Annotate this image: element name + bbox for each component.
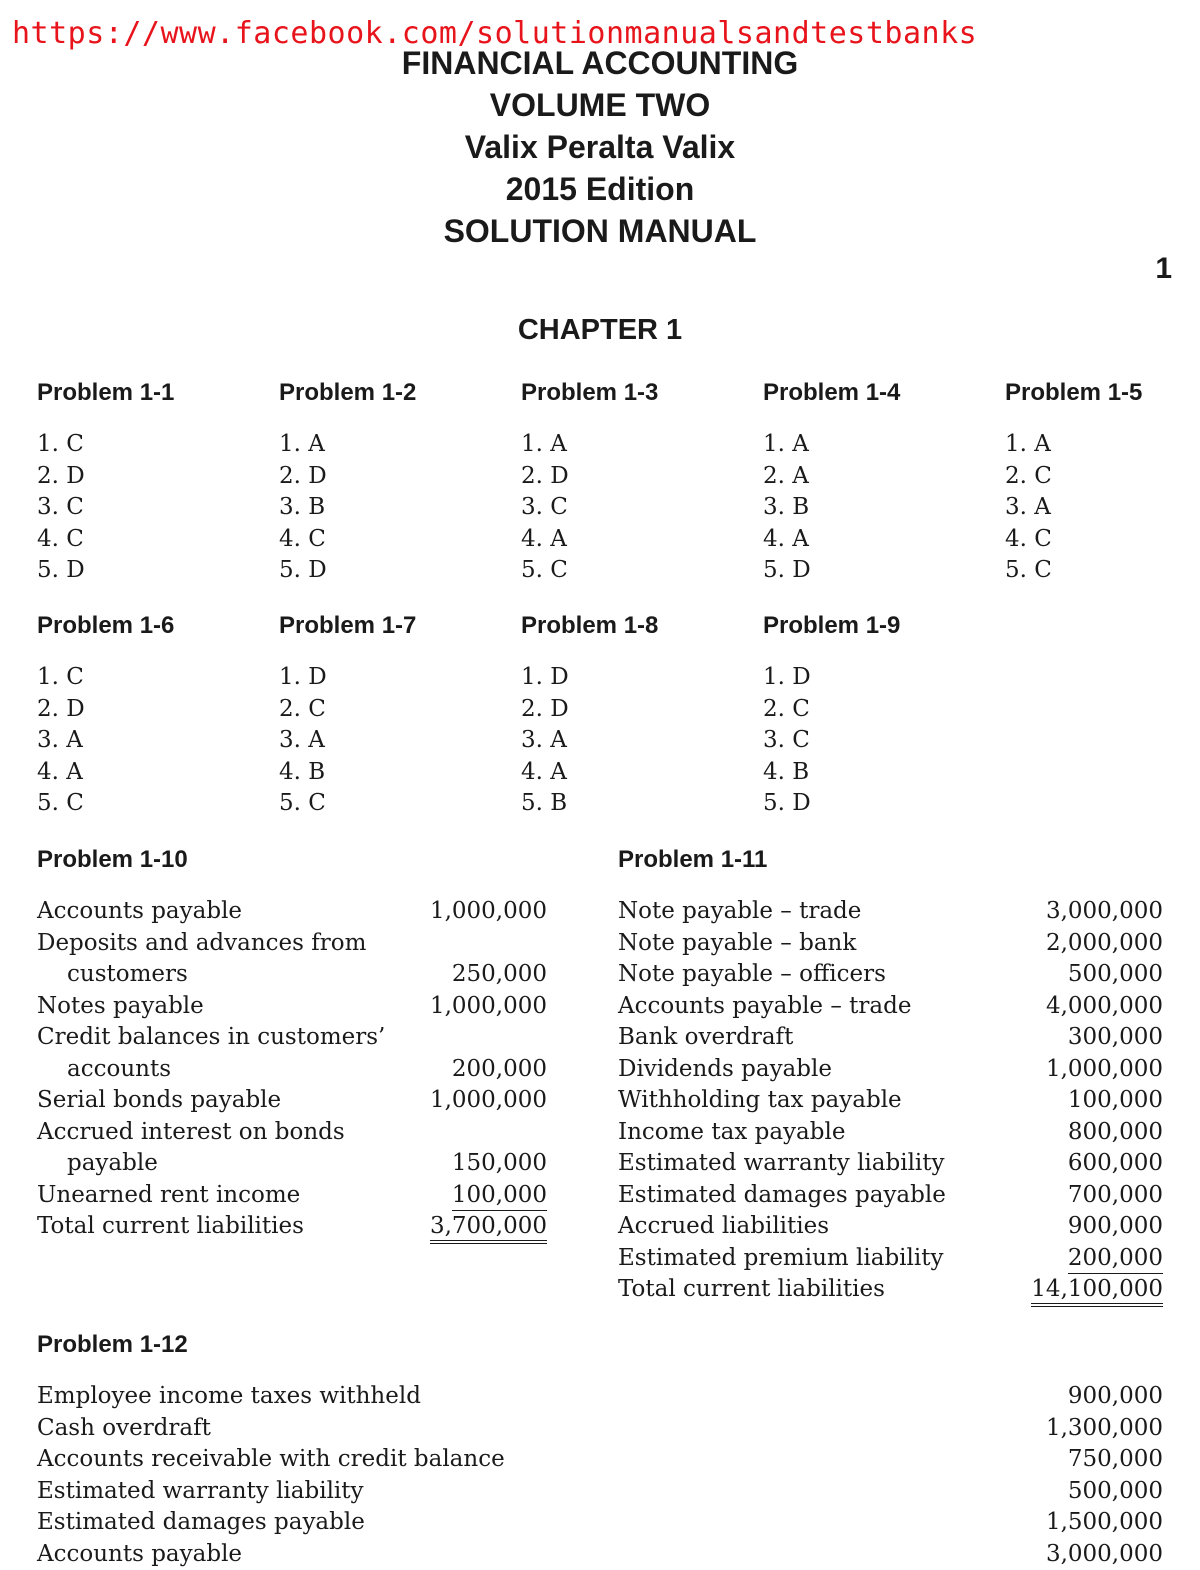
problem-1-11 — [618, 845, 1163, 1306]
title-line: FINANCIAL ACCOUNTING — [0, 42, 1200, 84]
problem-heading: Problem 1-6 — [37, 611, 277, 641]
answer-item: 5. D — [279, 555, 519, 587]
ledger-row — [618, 959, 1163, 991]
amount-cell — [452, 1054, 547, 1086]
line-item-amount: 250,000 — [452, 961, 547, 987]
line-item-label: Serial bonds payable — [37, 1085, 281, 1117]
answer-item: 5. C — [279, 788, 519, 820]
answer-item: 4. C — [1005, 524, 1200, 556]
amount-cell — [430, 896, 547, 928]
ledger-row — [618, 1148, 1163, 1180]
ledger-row — [37, 959, 547, 991]
problem-heading: Problem 1-1 — [37, 378, 277, 408]
line-item-amount: 1,000,000 — [430, 993, 547, 1019]
amount-cell — [1046, 1054, 1163, 1086]
answer-item: 3. A — [521, 725, 761, 757]
document-title — [0, 42, 1200, 252]
liability-list — [37, 1381, 1163, 1570]
answer-item: 3. A — [279, 725, 519, 757]
ledger-row — [37, 1180, 547, 1212]
answer-item: 3. A — [37, 725, 277, 757]
answer-list — [521, 662, 761, 820]
liability-list — [37, 896, 547, 1243]
problem-column — [279, 378, 519, 587]
problem-column — [763, 378, 1003, 587]
answer-item: 4. B — [279, 757, 519, 789]
line-item-amount: 1,000,000 — [430, 898, 547, 924]
amount-cell — [1046, 1507, 1163, 1539]
line-item-amount: 1,000,000 — [1046, 1056, 1163, 1082]
line-item-label: Accounts receivable with credit balance — [37, 1444, 505, 1476]
answer-list — [521, 429, 761, 587]
watermark-url: https://www.facebook.com/solutionmanualsandtestbanks — [12, 16, 977, 51]
line-item-label: Accounts payable – trade — [618, 991, 911, 1023]
ledger-row — [618, 896, 1163, 928]
ledger-row — [618, 1054, 1163, 1086]
line-item-amount: 200,000 — [1068, 1244, 1163, 1274]
amount-cell — [430, 1211, 547, 1244]
line-item-amount: 200,000 — [452, 1056, 547, 1082]
answer-list — [37, 429, 277, 587]
line-item-amount: 500,000 — [1068, 961, 1163, 987]
liability-list — [618, 896, 1163, 1306]
problem-heading: Problem 1-7 — [279, 611, 519, 641]
answer-item: 2. D — [37, 461, 277, 493]
ledger-row — [37, 1148, 547, 1180]
line-item-amount: 2,000,000 — [1046, 930, 1163, 956]
line-item-label: Total current liabilities — [37, 1211, 304, 1243]
answer-item: 3. B — [279, 492, 519, 524]
line-item-amount: 300,000 — [1068, 1024, 1163, 1050]
ledger-row — [618, 1243, 1163, 1275]
answer-item: 1. C — [37, 662, 277, 694]
chapter-heading: CHAPTER 1 — [0, 314, 1200, 347]
ledger-row — [37, 1022, 547, 1054]
problem-1-12 — [37, 1330, 1163, 1570]
amount-cell — [452, 959, 547, 991]
answer-item: 3. C — [763, 725, 1003, 757]
answer-item: 4. A — [521, 757, 761, 789]
problem-heading: Problem 1-11 — [618, 845, 1163, 875]
ledger-row — [37, 1211, 547, 1243]
total-amount: 14,100,000 — [1031, 1275, 1163, 1307]
answer-item: 1. A — [1005, 429, 1200, 461]
line-item-label: Note payable – bank — [618, 928, 856, 960]
answer-item: 2. D — [279, 461, 519, 493]
amount-cell — [1068, 1180, 1163, 1212]
line-item-label: Estimated damages payable — [37, 1507, 365, 1539]
amount-cell — [1068, 1022, 1163, 1054]
line-item-label: Note payable – trade — [618, 896, 861, 928]
line-item-label: accounts — [67, 1054, 171, 1086]
line-item-amount: 600,000 — [1068, 1150, 1163, 1176]
line-item-label: Estimated damages payable — [618, 1180, 946, 1212]
answer-item: 2. D — [37, 694, 277, 726]
title-line: 2015 Edition — [0, 168, 1200, 210]
amount-cell — [1068, 1381, 1163, 1413]
answer-item: 5. D — [763, 555, 1003, 587]
ledger-row — [618, 1117, 1163, 1149]
line-item-amount: 3,000,000 — [1046, 898, 1163, 924]
answer-item: 5. C — [1005, 555, 1200, 587]
amount-cell — [1068, 1117, 1163, 1149]
line-item-label: Accrued interest on bonds — [37, 1117, 345, 1149]
answer-item: 4. A — [763, 524, 1003, 556]
line-item-label: Bank overdraft — [618, 1022, 793, 1054]
line-item-amount: 100,000 — [452, 1181, 547, 1211]
ledger-row — [37, 1476, 1163, 1508]
title-line: Valix Peralta Valix — [0, 126, 1200, 168]
line-item-amount: 1,300,000 — [1046, 1415, 1163, 1441]
ledger-row — [618, 1211, 1163, 1243]
amount-cell — [1046, 991, 1163, 1023]
line-item-amount: 900,000 — [1068, 1213, 1163, 1239]
amount-cell — [1046, 896, 1163, 928]
amount-cell — [1068, 1444, 1163, 1476]
amount-cell — [452, 1148, 547, 1180]
ledger-row — [618, 991, 1163, 1023]
line-item-label: Accounts payable — [37, 1539, 242, 1570]
problem-column — [1005, 378, 1200, 587]
line-item-label: Withholding tax payable — [618, 1085, 902, 1117]
amount-cell — [1046, 928, 1163, 960]
amount-cell — [1068, 1085, 1163, 1117]
line-item-amount: 750,000 — [1068, 1446, 1163, 1472]
answer-item: 1. D — [521, 662, 761, 694]
line-item-amount: 500,000 — [1068, 1478, 1163, 1504]
ledger-row — [37, 1085, 547, 1117]
ledger-row — [37, 1381, 1163, 1413]
answer-item: 3. B — [763, 492, 1003, 524]
ledger-row — [37, 1054, 547, 1086]
ledger-row — [618, 928, 1163, 960]
answer-item: 3. A — [1005, 492, 1200, 524]
ledger-row — [37, 991, 547, 1023]
answer-list — [37, 662, 277, 820]
line-item-label: Note payable – officers — [618, 959, 886, 991]
line-item-label: Dividends payable — [618, 1054, 832, 1086]
problem-column — [521, 611, 761, 820]
line-item-amount: 3,000,000 — [1046, 1541, 1163, 1567]
line-item-label: customers — [67, 959, 188, 991]
answer-item: 3. C — [521, 492, 761, 524]
line-item-amount: 700,000 — [1068, 1182, 1163, 1208]
amount-cell — [1046, 1539, 1163, 1570]
answer-item: 1. C — [37, 429, 277, 461]
ledger-row — [37, 1539, 1163, 1570]
answer-item: 4. B — [763, 757, 1003, 789]
answer-item: 3. C — [37, 492, 277, 524]
answer-item: 2. C — [279, 694, 519, 726]
problem-heading: Problem 1-2 — [279, 378, 519, 408]
amount-cell — [1068, 959, 1163, 991]
amount-cell — [1068, 1148, 1163, 1180]
line-item-label: Accounts payable — [37, 896, 242, 928]
problem-heading: Problem 1-10 — [37, 845, 547, 875]
amount-cell — [452, 1180, 547, 1212]
amount-cell — [430, 991, 547, 1023]
amount-cell — [1046, 1413, 1163, 1445]
line-item-label: Cash overdraft — [37, 1413, 211, 1445]
line-item-label: Credit balances in customers’ — [37, 1022, 385, 1054]
ledger-row — [37, 1507, 1163, 1539]
line-item-amount: 100,000 — [1068, 1087, 1163, 1113]
ledger-row — [618, 1085, 1163, 1117]
answer-item: 4. C — [37, 524, 277, 556]
problem-heading: Problem 1-9 — [763, 611, 1003, 641]
answer-item: 5. C — [37, 788, 277, 820]
amount-cell — [1068, 1476, 1163, 1508]
amount-cell — [1031, 1274, 1163, 1307]
answer-item: 5. B — [521, 788, 761, 820]
ledger-row — [618, 1022, 1163, 1054]
answer-item: 2. D — [521, 461, 761, 493]
ledger-row — [37, 896, 547, 928]
problem-heading: Problem 1-5 — [1005, 378, 1200, 408]
answer-item: 1. A — [521, 429, 761, 461]
answer-item: 4. A — [37, 757, 277, 789]
answer-item: 4. C — [279, 524, 519, 556]
ledger-row — [618, 1274, 1163, 1306]
problem-column — [763, 611, 1003, 820]
line-item-label: Employee income taxes withheld — [37, 1381, 421, 1413]
answer-item: 1. A — [763, 429, 1003, 461]
problem-heading: Problem 1-4 — [763, 378, 1003, 408]
problem-column — [37, 378, 277, 587]
answer-item: 1. D — [763, 662, 1003, 694]
ledger-row — [37, 1413, 1163, 1445]
ledger-row — [37, 1444, 1163, 1476]
amount-cell — [430, 1085, 547, 1117]
line-item-amount: 150,000 — [452, 1150, 547, 1176]
line-item-label: Accrued liabilities — [618, 1211, 829, 1243]
amount-cell — [1068, 1243, 1163, 1275]
problem-column — [37, 611, 277, 820]
problem-heading: Problem 1-3 — [521, 378, 761, 408]
answer-list — [763, 429, 1003, 587]
ledger-row — [618, 1180, 1163, 1212]
amount-cell — [1068, 1211, 1163, 1243]
title-line: VOLUME TWO — [0, 84, 1200, 126]
answer-item: 5. D — [37, 555, 277, 587]
answer-item: 2. A — [763, 461, 1003, 493]
answer-item: 1. A — [279, 429, 519, 461]
answer-list — [763, 662, 1003, 820]
ledger-row — [37, 928, 547, 960]
line-item-label: Total current liabilities — [618, 1274, 885, 1306]
problem-column — [521, 378, 761, 587]
answer-item: 5. D — [763, 788, 1003, 820]
problem-heading: Problem 1-8 — [521, 611, 761, 641]
problem-heading: Problem 1-12 — [37, 1330, 1163, 1360]
line-item-amount: 800,000 — [1068, 1119, 1163, 1145]
line-item-amount: 1,500,000 — [1046, 1509, 1163, 1535]
line-item-amount: 4,000,000 — [1046, 993, 1163, 1019]
line-item-label: Estimated warranty liability — [618, 1148, 945, 1180]
problem-column — [279, 611, 519, 820]
ledger-row — [37, 1117, 547, 1149]
line-item-amount: 1,000,000 — [430, 1087, 547, 1113]
answer-list — [279, 662, 519, 820]
line-item-label: payable — [67, 1148, 158, 1180]
answer-item: 2. C — [763, 694, 1003, 726]
line-item-label: Income tax payable — [618, 1117, 845, 1149]
problem-1-10 — [37, 845, 547, 1243]
total-amount: 3,700,000 — [430, 1212, 547, 1244]
answer-item: 2. C — [1005, 461, 1200, 493]
page-number: 1 — [1155, 252, 1172, 286]
answer-list — [1005, 429, 1200, 587]
line-item-label: Notes payable — [37, 991, 204, 1023]
answer-item: 4. A — [521, 524, 761, 556]
line-item-label: Estimated warranty liability — [37, 1476, 364, 1508]
line-item-label: Deposits and advances from — [37, 928, 366, 960]
line-item-label: Estimated premium liability — [618, 1243, 943, 1275]
answer-item: 2. D — [521, 694, 761, 726]
title-line: SOLUTION MANUAL — [0, 210, 1200, 252]
line-item-amount: 900,000 — [1068, 1383, 1163, 1409]
answer-item: 1. D — [279, 662, 519, 694]
answer-list — [279, 429, 519, 587]
line-item-label: Unearned rent income — [37, 1180, 300, 1212]
answer-item: 5. C — [521, 555, 761, 587]
